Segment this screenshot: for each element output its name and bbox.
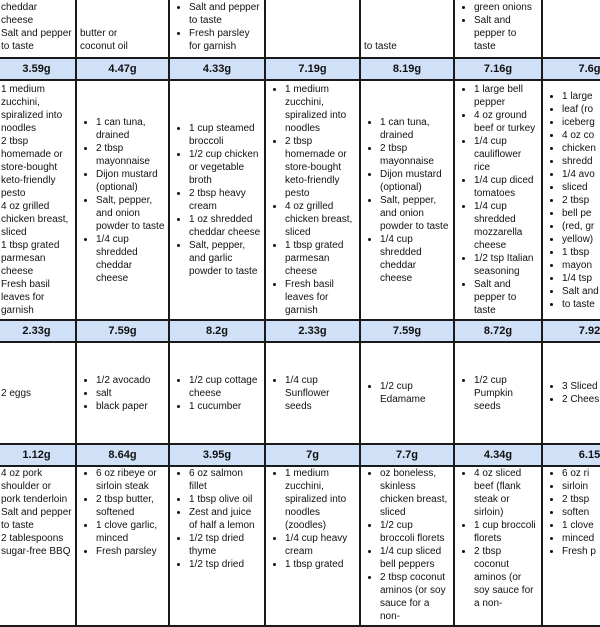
macro-cell: 6.15	[543, 445, 600, 467]
ingredient-cell	[361, 81, 455, 321]
ingredient-item: • leaf (ro	[562, 103, 600, 116]
ingredient-list	[458, 83, 538, 317]
ingredient-item: • 1/2 tsp dried thyme	[189, 532, 261, 558]
ingredient-cell	[77, 0, 170, 59]
ingredient-list	[80, 374, 165, 413]
ingredient-cell	[543, 467, 600, 627]
ingredient-line: sugar-free BBQ	[1, 546, 71, 557]
ingredient-item: • Salt and pepper to taste	[189, 1, 261, 27]
ingredient-item: • 6 oz ribeye or sirloin steak	[96, 467, 165, 493]
macro-cell: 7g	[266, 445, 361, 467]
ingredient-content	[458, 374, 538, 413]
ingredient-item: • bell pe	[562, 207, 600, 220]
ingredient-content	[269, 83, 356, 317]
macro-cell: 2.33g	[0, 321, 77, 343]
ingredient-content	[80, 116, 165, 285]
ingredient-item: • mayon	[562, 259, 600, 272]
ingredient-item: • 1 tbsp grated parmesan cheese	[285, 239, 356, 278]
ingredient-cell	[170, 467, 266, 627]
ingredient-item: • 1/2 cup Edamame	[380, 380, 450, 406]
ingredient-item: • 1 can tuna, drained	[380, 116, 450, 142]
ingredient-line: parmesan	[1, 253, 46, 264]
ingredient-content	[458, 83, 538, 317]
ingredient-item: • 2 Chees	[562, 393, 600, 406]
ingredient-line: to taste	[364, 41, 397, 52]
ingredient-line: pesto	[1, 188, 26, 199]
ingredient-list	[269, 467, 356, 571]
ingredient-item: • 1 cup broccoli florets	[474, 519, 538, 545]
ingredient-item: • 1 tbsp	[562, 246, 600, 259]
ingredient-cell	[455, 81, 543, 321]
ingredient-content	[80, 467, 165, 558]
macro-cell: 3.95g	[170, 445, 266, 467]
ingredient-item: • 4 oz co	[562, 129, 600, 142]
ingredient-item: • Salt and pepper to taste	[474, 278, 538, 317]
ingredient-item: • 1/2 cup cottage cheese	[189, 374, 261, 400]
ingredient-line: coconut oil	[80, 41, 128, 52]
ingredient-item: • 1/4 cup diced tomatoes	[474, 174, 538, 200]
ingredient-item: • Fresh parsley for garnish	[189, 27, 261, 53]
macro-cell: 7.59g	[77, 321, 170, 343]
ingredient-item: • (red, gr	[562, 220, 600, 233]
ingredient-item: • 2 tbsp	[562, 194, 600, 207]
ingredient-content	[546, 90, 600, 311]
ingredient-line: leaves for	[1, 292, 45, 303]
macro-cell: 7.92	[543, 321, 600, 343]
ingredient-item: • 2 tbsp coconut aminos (or soy sauce for a non-	[474, 545, 538, 610]
ingredient-list	[458, 1, 538, 53]
ingredient-list	[458, 374, 538, 413]
ingredient-list	[269, 83, 356, 317]
macro-cell: 7.59g	[361, 321, 455, 343]
ingredient-item: • 1 large	[562, 90, 600, 103]
ingredient-item: • Zest and juice of half a lemon	[189, 506, 261, 532]
ingredient-item: • Dijon mustard (optional)	[96, 168, 165, 194]
ingredient-cell	[361, 0, 455, 59]
ingredient-content	[1, 387, 72, 400]
ingredient-item: • 1/4 avo	[562, 168, 600, 181]
ingredient-line: shoulder or	[1, 481, 52, 492]
ingredient-cell	[77, 343, 170, 445]
ingredient-item: • 2 tbsp butter, softened	[96, 493, 165, 519]
ingredient-line: 2 tablespoons	[1, 533, 64, 544]
ingredient-item: • soften	[562, 506, 600, 519]
macro-cell: 8.64g	[77, 445, 170, 467]
ingredient-item: • 1 medium zucchini, spiralized into noodles (zoodles)	[285, 467, 356, 532]
ingredient-cell	[170, 343, 266, 445]
ingredient-item: • 1 large bell pepper	[474, 83, 538, 109]
ingredient-item: • 1/4 cup shredded cheddar cheese	[380, 233, 450, 285]
ingredient-list	[458, 467, 538, 610]
ingredient-item: • 1/4 cup Sunflower seeds	[285, 374, 356, 413]
ingredient-cell	[0, 0, 77, 59]
ingredient-content	[1, 83, 72, 317]
ingredient-cell	[455, 467, 543, 627]
ingredient-list	[546, 380, 600, 406]
ingredient-list	[80, 467, 165, 558]
macro-cell: 8.2g	[170, 321, 266, 343]
ingredient-item: • shredd	[562, 155, 600, 168]
ingredient-item: • chicken	[562, 142, 600, 155]
ingredient-content	[173, 467, 261, 571]
ingredient-content	[546, 467, 600, 558]
ingredient-item: • 1/2 cup Pumpkin seeds	[474, 374, 538, 413]
ingredient-content	[458, 467, 538, 610]
ingredient-item: • 2 tbsp	[562, 493, 600, 506]
ingredient-item: • 1 tbsp olive oil	[189, 493, 261, 506]
ingredient-line: spiralized into	[1, 110, 63, 121]
ingredient-item: • 1 clove	[562, 519, 600, 532]
ingredient-line: Salt and pepper	[1, 507, 72, 518]
ingredient-item: • 1/4 tsp	[562, 272, 600, 285]
ingredient-item: • 1 can tuna, drained	[96, 116, 165, 142]
ingredient-item: • sliced	[562, 181, 600, 194]
ingredient-cell	[543, 0, 600, 59]
ingredient-item: • 2 tbsp heavy cream	[189, 187, 261, 213]
ingredient-line: chicken breast,	[1, 214, 69, 225]
ingredient-list	[173, 122, 261, 278]
ingredient-item: • 3 Sliced	[562, 380, 600, 393]
ingredient-content	[546, 380, 600, 406]
ingredient-cell	[455, 343, 543, 445]
ingredient-item: • 1 oz shredded cheddar cheese	[189, 213, 261, 239]
ingredient-cell	[77, 81, 170, 321]
ingredient-list	[546, 467, 600, 558]
ingredient-list	[269, 374, 356, 413]
ingredient-list	[173, 374, 261, 413]
ingredient-line: 2 tbsp	[1, 136, 29, 147]
ingredient-content	[269, 467, 356, 571]
ingredient-item: • green onions	[474, 1, 538, 14]
ingredient-item: • minced	[562, 532, 600, 545]
ingredient-line: 4 oz grilled	[1, 201, 50, 212]
macro-cell: 2.33g	[266, 321, 361, 343]
ingredient-list	[546, 90, 600, 311]
macro-cell: 7.19g	[266, 59, 361, 81]
ingredient-cell	[361, 467, 455, 627]
ingredient-cell	[77, 467, 170, 627]
ingredient-item: • Salt, pepper, and onion powder to taste	[96, 194, 165, 233]
ingredient-content	[80, 27, 165, 53]
ingredient-line: to taste	[1, 41, 34, 52]
ingredient-line: to taste	[1, 520, 34, 531]
ingredient-content	[269, 374, 356, 413]
ingredient-item: • 1/4 cup heavy cream	[285, 532, 356, 558]
macro-cell: 8.19g	[361, 59, 455, 81]
ingredient-item: • 1/2 tsp dried	[189, 558, 261, 571]
ingredient-item: • 1/2 tsp Italian seasoning	[474, 252, 538, 278]
ingredient-item: • Salt and pepper to taste	[474, 14, 538, 53]
ingredient-content	[173, 374, 261, 413]
ingredient-cell	[361, 343, 455, 445]
ingredient-content	[1, 1, 72, 53]
ingredient-line: pork tenderloin	[1, 494, 68, 505]
ingredient-item: • Fresh p	[562, 545, 600, 558]
ingredient-item: • 1/4 cup shredded mozzarella cheese	[474, 200, 538, 252]
ingredient-item: • 1 medium zucchini, spiralized into noodles	[285, 83, 356, 135]
ingredient-item: • 6 oz ri	[562, 467, 600, 480]
ingredient-item: • 6 oz salmon fillet	[189, 467, 261, 493]
ingredient-content	[173, 122, 261, 278]
ingredient-list	[364, 380, 450, 406]
ingredient-line: garnish	[1, 305, 34, 316]
ingredient-item: • to taste	[562, 298, 600, 311]
ingredient-list	[364, 116, 450, 285]
ingredient-line: sliced	[1, 227, 27, 238]
ingredient-content	[364, 40, 450, 53]
ingredient-cell	[455, 0, 543, 59]
ingredient-line: 4 oz pork	[1, 468, 43, 479]
ingredient-content	[458, 1, 538, 53]
ingredient-line: store-bought	[1, 162, 58, 173]
ingredient-line: zucchini,	[1, 97, 40, 108]
ingredient-cell	[0, 343, 77, 445]
ingredient-list	[173, 0, 261, 53]
macro-cell: 3.59g	[0, 59, 77, 81]
ingredient-item: • black paper	[96, 400, 165, 413]
ingredient-item: • 4 oz sliced beef (flank steak or sirloin)	[474, 467, 538, 519]
ingredient-line: 1 tbsp grated	[1, 240, 60, 251]
ingredient-line: Fresh basil	[1, 279, 50, 290]
ingredient-item: • Salt, pepper, and garlic powder to taste	[189, 239, 261, 278]
ingredient-cell	[266, 343, 361, 445]
ingredient-item: • Fresh parsley	[96, 545, 165, 558]
ingredient-line: homemade or	[1, 149, 63, 160]
ingredient-line: 2 eggs	[1, 387, 32, 399]
ingredient-item: • 2 tbsp mayonnaise	[380, 142, 450, 168]
ingredient-item: • 2 tbsp homemade or store-bought keto-friendly pesto	[285, 135, 356, 200]
ingredient-item: • 1/4 cup sliced bell peppers	[380, 545, 450, 571]
ingredient-item: • 2 tbsp mayonnaise	[96, 142, 165, 168]
ingredient-item: • sirloin	[562, 480, 600, 493]
ingredient-list	[80, 116, 165, 285]
ingredient-content	[364, 116, 450, 285]
macro-cell: 4.34g	[455, 445, 543, 467]
ingredient-item: • 1 tbsp grated	[285, 558, 356, 571]
ingredient-line: 1 medium	[1, 84, 45, 95]
macro-cell: 4.47g	[77, 59, 170, 81]
ingredient-item: • 1/2 cup broccoli florets	[380, 519, 450, 545]
ingredient-line: keto-friendly	[1, 175, 56, 186]
ingredient-cell	[170, 0, 266, 59]
ingredient-item: • 1/2 cup chicken or vegetable broth	[189, 148, 261, 187]
ingredient-content	[80, 374, 165, 413]
ingredient-list	[173, 467, 261, 571]
ingredient-item: • yellow)	[562, 233, 600, 246]
ingredient-item: • Dijon mustard (optional)	[380, 168, 450, 194]
ingredient-cell	[266, 0, 361, 59]
ingredient-item: • 2 tbsp coconut aminos (or soy sauce for a non-	[380, 571, 450, 623]
macro-cell: 7.16g	[455, 59, 543, 81]
ingredient-item: • 4 oz ground beef or turkey	[474, 109, 538, 135]
ingredient-item: • iceberg	[562, 116, 600, 129]
ingredient-line: butter or	[80, 28, 118, 39]
ingredient-item: • 1 cucumber	[189, 400, 261, 413]
ingredient-cell	[543, 343, 600, 445]
ingredient-content	[173, 0, 261, 53]
ingredient-item: • Salt and	[562, 285, 600, 298]
macro-cell: 8.72g	[455, 321, 543, 343]
ingredient-content	[1, 467, 72, 558]
ingredient-line: cheese	[1, 266, 34, 277]
macro-cell: 7.6g	[543, 59, 600, 81]
macro-cell: 1.12g	[0, 445, 77, 467]
ingredient-cell	[0, 467, 77, 627]
ingredient-item: • 1/4 cup cauliflower rice	[474, 135, 538, 174]
ingredient-item: • 1 cup steamed broccoli	[189, 122, 261, 148]
ingredient-cell	[266, 467, 361, 627]
ingredient-line: Salt and pepper	[1, 28, 72, 39]
ingredient-item: • 1/4 cup shredded cheddar cheese	[96, 233, 165, 285]
ingredient-item: • 1 clove garlic, minced	[96, 519, 165, 545]
ingredient-item: • salt	[96, 387, 165, 400]
ingredient-item: • Salt, pepper, and onion powder to taste	[380, 194, 450, 233]
macro-cell: 4.33g	[170, 59, 266, 81]
ingredient-item: • 1/2 avocado	[96, 374, 165, 387]
ingredient-item: • oz boneless, skinless chicken breast, sliced	[380, 467, 450, 519]
ingredient-item: • Fresh basil leaves for garnish	[285, 278, 356, 317]
macro-cell: 7.7g	[361, 445, 455, 467]
ingredient-cell	[266, 81, 361, 321]
ingredient-item: • 4 oz grilled chicken breast, sliced	[285, 200, 356, 239]
ingredient-content	[364, 380, 450, 406]
ingredient-cell	[0, 81, 77, 321]
ingredient-cell	[543, 81, 600, 321]
ingredient-line: noodles	[1, 123, 37, 134]
ingredient-cell	[170, 81, 266, 321]
ingredient-line: cheddar cheese	[1, 2, 38, 26]
